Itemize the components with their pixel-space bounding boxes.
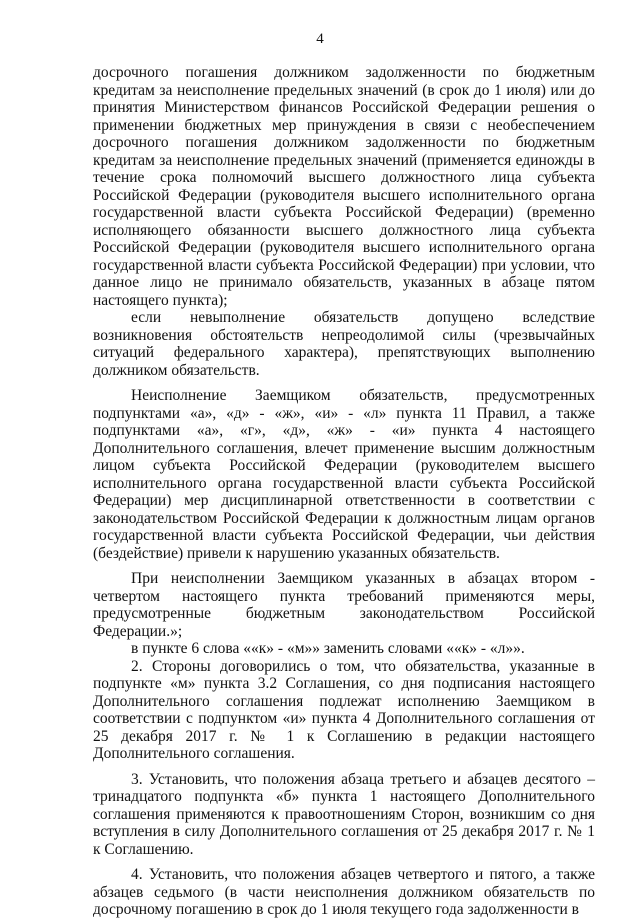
paragraph: Неисполнение Заемщиком обязательств, предусмотренных подпунктами «а», «д» - «ж», «и» - «л» пункта 11 Правил, а также подпунктами «а», «г», «д», «ж» - «и» пункта 4 настоящего Дополнительного соглашения, влечет применение высшим должностным лицом субъекта Российской Федерации (руководителем высшего исполнительного органа государственной власти субъекта Российской Федерации) мер дисциплинарной ответственности в соответствии с законодательством Российской Федерации к должностным лицам органов государственной власти субъекта Российской Федерации, чьи действия (бездействие) привели к нарушению указанных обязательств. [93, 387, 595, 562]
document-body [93, 64, 595, 919]
paragraph: если невыполнение обязательств допущено вследствие возникновения обстоятельств непреодолимой силы (чрезвычайных ситуаций федерального характера), препятствующих выполнению должником обязательств. [93, 309, 595, 379]
paragraph: 4. Установить, что положения абзацев четвертого и пятого, а также абзацев седьмого (в части неисполнения должником обязательств по досрочному погашению в срок до 1 июля текущего года задолженности в [93, 866, 595, 918]
paragraph: При неисполнении Заемщиком указанных в абзацах втором - четвертом настоящего пункта требований применяются меры, предусмотренные бюджетным законодательством Российской Федерации.»; [93, 570, 595, 640]
paragraph: досрочного погашения должником задолженности по бюджетным кредитам за неисполнение предельных значений (в срок до 1 июля) или до принятия Министерством финансов Российской Федерации решения о применении бюджетных мер принуждения в связи с необеспечением досрочного погашения должником задолженности по бюджетным кредитам за неисполнение предельных значений (применяется единожды в течение срока полномочий высшего должностного лица субъекта Российской Федерации (руководителя высшего исполнительного органа государственной власти субъекта Российской Федерации) (временно исполняющего обязанности высшего должностного лица субъекта Российской Федерации (руководителя высшего исполнительного органа государственной власти субъекта Российской Федерации) при условии, что данное лицо не принимало обязательств, указанных в абзаце пятом настоящего пункта); [93, 64, 595, 309]
paragraph: 3. Установить, что положения абзаца третьего и абзацев десятого – тринадцатого подпункта «б» пункта 1 настоящего Дополнительного соглашения применяются к правоотношениям Сторон, возникшим со дня вступления в силу Дополнительного соглашения от 25 декабря 2017 г. № 1 к Соглашению. [93, 770, 595, 858]
paragraph: в пункте 6 слова ««к» - «м»» заменить словами ««к» - «л»». [131, 640, 525, 657]
page-number: 4 [316, 31, 324, 47]
paragraph: 2. Стороны договорились о том, что обязательства, указанные в подпункте «м» пункта 3.2 Соглашения, со дня подписания настоящего Дополнительного соглашения подлежат исполнению Заемщиком в соответствии с подпунктом «и» пункта 4 Дополнительного соглашения от 25 декабря 2017 г. № 1 к Соглашению в редакции настоящего Дополнительного соглашения. [93, 657, 595, 762]
